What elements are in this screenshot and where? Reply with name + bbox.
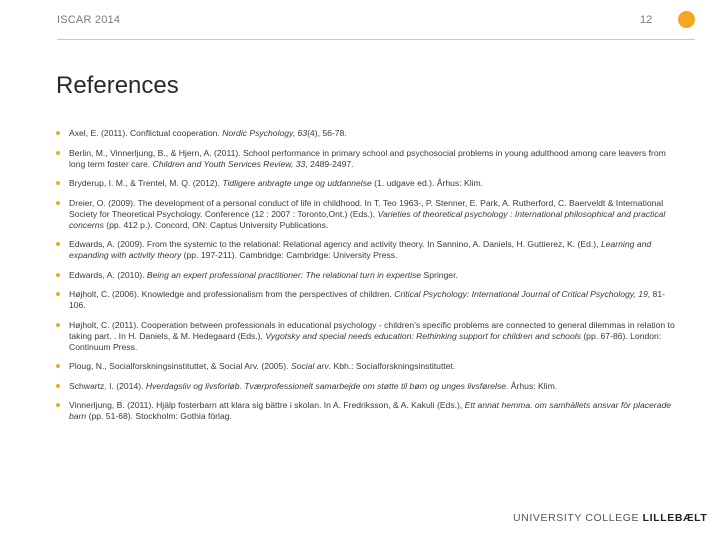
reference-italic: Being an expert professional practitioner: The relational turn in expertise xyxy=(146,269,422,280)
reference-list xyxy=(56,128,676,431)
reference-text: Vinnerljung, B. (2011). Hjälp fosterbarn att klara sig bättre i skolan. In A. Fredriksson, & A. Kakuli (Eds.), xyxy=(69,400,465,410)
reference-text: Bryderup, I. M., & Trentel, M. Q. (2012). xyxy=(69,178,223,188)
reference-italic: Ett annat hemma. om samhällets ansvar för placerade barn xyxy=(69,400,672,421)
bullet-icon xyxy=(56,273,60,277)
reference-item xyxy=(56,198,676,231)
reference-text: (pp. 412 p.). Concord, ON: Captus University Publications. xyxy=(103,219,329,230)
bullet-icon xyxy=(56,201,60,205)
reference-item xyxy=(56,178,676,189)
reference-text: Edwards, A. (2010). xyxy=(69,269,147,280)
reference-italic: Children and Youth Services Review, 33 xyxy=(152,158,306,169)
reference-italic: Tidligere anbragte unge og uddannelse xyxy=(222,178,372,188)
reference-text: (pp. 197-211). Cambridge: Cambridge: University Press. xyxy=(181,250,398,260)
reference-text: Edwards, A. (2009). From the systemic to the relational: Relational agency and activity theory. In Sannino, A. Daniels, H. Guttierez, K. (Ed.), xyxy=(69,239,601,249)
reference-text: . Kbh.: Socialforskningsinstituttet. xyxy=(328,361,456,371)
reference-item xyxy=(56,320,676,353)
reference-italic: Critical Psychology: International Journal of Critical Psychology, 19 xyxy=(394,289,648,299)
reference-item xyxy=(56,239,676,261)
reference-text: Århus: Klim. xyxy=(508,380,558,391)
reference-item xyxy=(56,128,676,139)
logo-text-bold: LILLEBÆLT xyxy=(642,512,708,524)
reference-text: (4), 56-78. xyxy=(307,128,347,138)
reference-italic: Hverdagsliv og livsforløb. Tværprofessionelt samarbejde om støtte til børn og unges livsførelse. xyxy=(145,380,509,391)
reference-text: , 2489-2497. xyxy=(305,158,354,169)
header-divider xyxy=(57,39,695,40)
reference-item xyxy=(56,381,676,392)
bullet-icon xyxy=(56,242,60,246)
bullet-icon xyxy=(56,403,60,407)
reference-item xyxy=(56,148,676,170)
reference-italic: Vygotsky and special needs education: Rethinking support for children and schools xyxy=(265,330,581,341)
bullet-icon xyxy=(56,323,60,327)
reference-item xyxy=(56,361,676,372)
reference-italic: Learning and expanding with activity theory xyxy=(69,239,652,260)
bullet-icon xyxy=(56,292,60,296)
page-title: References xyxy=(56,72,179,99)
reference-item xyxy=(56,270,676,281)
reference-text: Ploug, N., Socialforskningsinstituttet, & Social Arv. (2005). xyxy=(69,361,291,371)
reference-text: Højholt, C. (2011). Cooperation between professionals in educational psychology - children's specific problems are connected to general dilemmas in relation to taking part. . In H. Daniels, & M. Hedegaard (Eds.), xyxy=(69,319,675,341)
reference-text: Schwartz, I. (2014). xyxy=(69,380,146,391)
bullet-icon xyxy=(56,384,60,388)
accent-circle-icon xyxy=(678,11,695,28)
reference-text: Dreier, O. (2009). The development of a personal conduct of life in childhood. In T. Teo 1963-, P. Stenner, E. Park, A. Rutherford, C. Baerveldt & International Society for Theoretical Psychology. Conference (12 : 2007 : Toronto,Ont.) (Eds.), xyxy=(69,197,664,219)
reference-item xyxy=(56,400,676,422)
reference-italic: Nordic Psychology, 63 xyxy=(222,128,308,138)
reference-text: , 81-106. xyxy=(69,289,665,310)
reference-text: (pp. 51-68). Stockholm: Gothia förlag. xyxy=(86,411,232,421)
page-number: 12 xyxy=(640,14,653,26)
bullet-icon xyxy=(56,131,60,135)
logo-text-light: UNIVERSITY COLLEGE xyxy=(513,512,643,524)
reference-text: (1. udgave ed.). Århus: Klim. xyxy=(371,178,484,188)
reference-text: Berlin, M., Vinnerljung, B., & Hjern, A. (2011). School performance in primary school and psychosocial problems in young adulthood among care leavers from long term foster care. xyxy=(69,147,666,169)
university-logo xyxy=(513,512,707,524)
reference-italic: Varieties of theoretical psychology : International philosophical and practical concerns xyxy=(69,208,666,230)
reference-text: (pp. 67-86). London: Continuum Press. xyxy=(69,330,662,352)
reference-item xyxy=(56,289,676,311)
reference-italic: Social arv xyxy=(290,361,329,371)
header-title: ISCAR 2014 xyxy=(57,14,121,26)
bullet-icon xyxy=(56,181,60,185)
reference-text: Springer. xyxy=(421,269,458,280)
reference-text: Højholt, C. (2006). Knowledge and professionalism from the perspectives of children. xyxy=(69,289,395,299)
bullet-icon xyxy=(56,364,60,368)
bullet-icon xyxy=(56,151,60,155)
reference-text: Axel, E. (2011). Conflictual cooperation. xyxy=(69,128,223,138)
